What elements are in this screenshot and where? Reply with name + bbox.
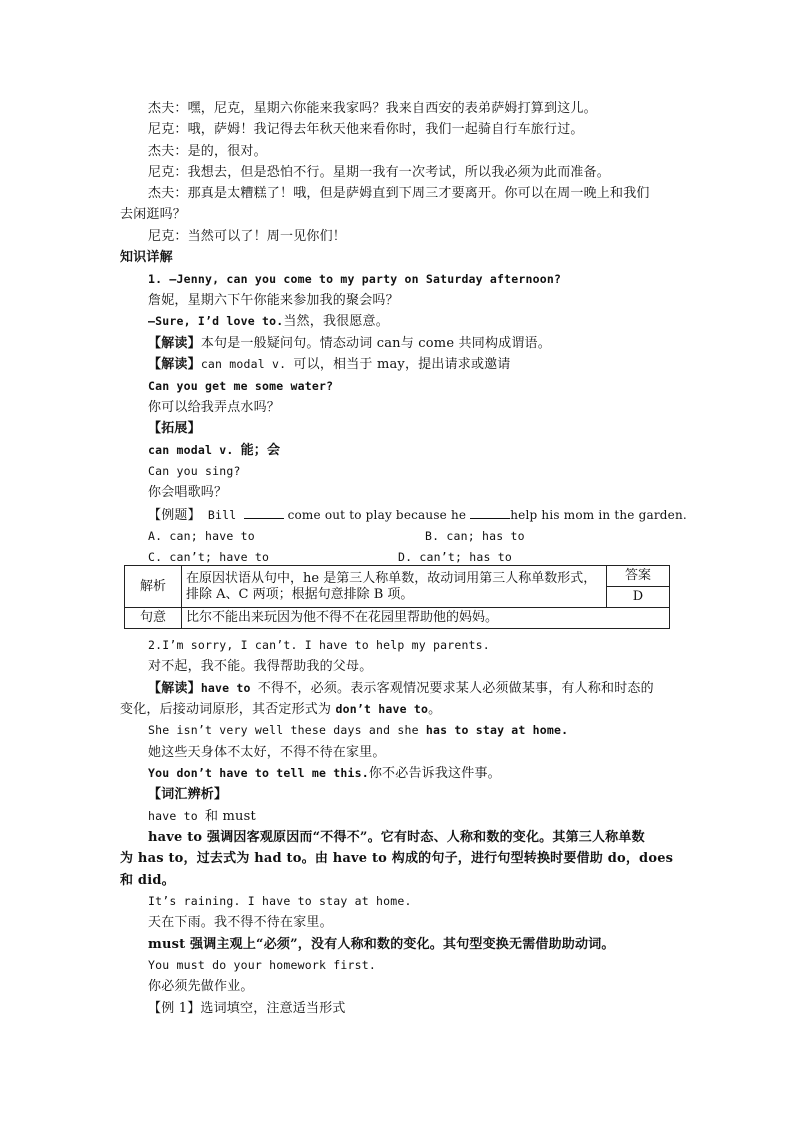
- tuozhan-tag: 【拓展】: [148, 421, 201, 436]
- liti-tag: 【例题】: [148, 508, 201, 523]
- liti-part: come out to play because he: [283, 508, 471, 522]
- jiedu-text: 不得不，必须。表示客观情况要求某人必须做某事，有人称和时态的: [257, 681, 654, 696]
- exercise-1-title: 【例 1】选词填空，注意适当形式: [148, 1001, 346, 1016]
- jiedu-line: [148, 680, 654, 697]
- example-part: She isn’t very well these days and she: [148, 723, 426, 737]
- compare-title: [148, 808, 256, 825]
- example-cn: 你不必告诉我这件事。: [368, 766, 501, 781]
- have-to-explanation: have to 强调因客观原因而“不得不”。它有时态、人称和数的变化。其第三人称单数: [148, 830, 645, 845]
- example-sentence: Can you sing?: [148, 464, 241, 478]
- dialogue-line: 尼克：哦，萨姆！我记得去年秋天他来看你时，我们一起骑自行车旅行过。: [148, 122, 584, 137]
- jiedu-tag: 【解读】: [148, 681, 201, 696]
- jiedu-text: 变化，后接动词原形，其否定形式为: [120, 702, 336, 717]
- example-translation: 你会唱歌吗？: [148, 485, 228, 500]
- jiedu-tag: 【解读】: [148, 336, 201, 351]
- cihui-tag: 【词汇辨析】: [148, 787, 228, 802]
- dialogue-line: 去闲逛吗？: [120, 207, 187, 222]
- option-b: B. can; has to: [425, 529, 525, 543]
- reply-cn: 当然，我很愿意。: [283, 314, 389, 329]
- point2-sentence: 2.I’m sorry, I can’t. I have to help my parents.: [148, 638, 490, 652]
- point1-sentence: 1. —Jenny, can you come to my party on Saturday afternoon?: [148, 272, 562, 286]
- jiedu-cn: 可以，相当于 may，提出请求或邀请: [293, 357, 511, 372]
- analysis-text: 在原因状语从句中，he 是第三人称单数，故动词用第三人称单数形式，排除 A、C 两项；根据句意排除 B 项。: [182, 566, 607, 608]
- option-c: C. can’t; have to: [148, 550, 270, 564]
- answer-blank: [244, 506, 284, 519]
- liti-question: [148, 506, 687, 524]
- compare-cn: 和 must: [205, 809, 256, 824]
- must-explanation: must 强调主观上“必须”，没有人称和数的变化。其句型变换无需借助助动词。: [148, 937, 615, 952]
- have-to-explanation: 为 has to，过去式为 had to。由 have to 构成的句子，进行句型转换时要借助 do，does: [120, 851, 674, 866]
- answer-value: D: [607, 587, 670, 608]
- jiedu-line: [120, 701, 441, 718]
- example-translation: 你必须先做作业。: [148, 979, 254, 994]
- point1-reply: [148, 313, 389, 330]
- meaning-label: 句意: [125, 608, 182, 629]
- example-sentence: You must do your homework first.: [148, 958, 376, 972]
- example-sentence: Can you get me some water?: [148, 379, 334, 393]
- dialogue-line: 杰夫：是的，很对。: [148, 144, 267, 159]
- can-def-en: can modal v.: [148, 443, 241, 457]
- answer-blank: [470, 506, 510, 519]
- liti-part: Bill: [200, 508, 244, 522]
- example-translation: 天在下雨。我不得不待在家里。: [148, 915, 333, 930]
- meaning-text: 比尔不能出来玩因为他不得不在花园里帮助他的妈妈。: [182, 608, 670, 629]
- example-sentence: [148, 765, 501, 782]
- jiedu-text: 本句是一般疑问句。情态动词 can与 come 共同构成谓语。: [200, 336, 551, 351]
- can-definition: [148, 442, 280, 459]
- point1-translation: 詹妮，星期六下午你能来参加我的聚会吗？: [148, 293, 399, 308]
- example-part: has to stay at home.: [425, 723, 569, 737]
- jiedu-line: [148, 356, 511, 373]
- option-d: D. can’t; has to: [398, 550, 512, 564]
- example-en: You don’t have to tell me this.: [148, 766, 369, 780]
- jiedu-text: 。: [428, 702, 442, 717]
- dialogue-line: 杰夫：嘿，尼克，星期六你能来我家吗？我来自西安的表弟萨姆打算到这儿。: [148, 101, 597, 116]
- jiedu-term: don’t have to: [335, 702, 429, 716]
- reply-en: —Sure, I’d love to.: [148, 314, 284, 328]
- example-translation: 她这些天身体不太好，不得不待在家里。: [148, 745, 386, 760]
- analysis-label: 解析: [125, 566, 182, 608]
- example-sentence: It’s raining. I have to stay at home.: [148, 894, 412, 908]
- jiedu-term: have to: [200, 681, 258, 695]
- example-translation: 你可以给我弄点水吗？: [148, 400, 281, 415]
- section-title: 知识详解: [120, 250, 173, 265]
- jiedu-tag: 【解读】: [148, 357, 201, 372]
- compare-en: have to: [148, 809, 205, 823]
- dialogue-line: 杰夫：那真是太糟糕了！哦，但是萨姆直到下周三才要离开。你可以在周一晚上和我们: [148, 186, 650, 201]
- jiedu-en: can modal v.: [200, 357, 294, 371]
- dialogue-line: 尼克：当然可以了！周一见你们！: [148, 229, 347, 244]
- jiedu-line: [148, 335, 551, 352]
- answer-label: 答案: [607, 566, 670, 587]
- liti-part: help his mom in the garden.: [510, 508, 687, 522]
- option-a: A. can; have to: [148, 529, 255, 543]
- point2-translation: 对不起，我不能。我得帮助我的父母。: [148, 659, 373, 674]
- dialogue-line: 尼克：我想去，但是恐怕不行。星期一我有一次考试，所以我必须为此而准备。: [148, 165, 611, 180]
- have-to-explanation: 和 did。: [120, 873, 175, 888]
- example-sentence: [148, 722, 568, 739]
- answer-table: [124, 565, 670, 629]
- can-def-cn: 能；会: [240, 443, 281, 458]
